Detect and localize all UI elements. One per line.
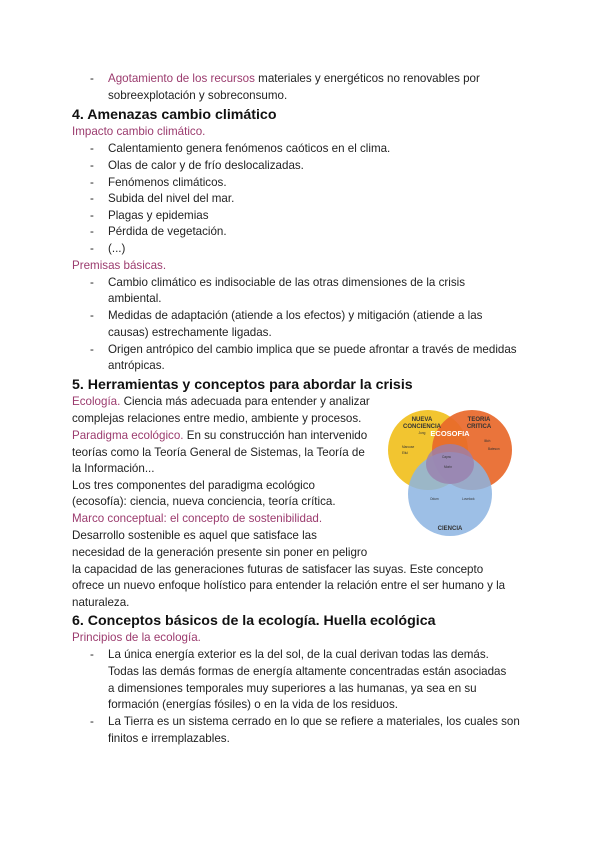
venn-name: Marcuse xyxy=(402,445,415,449)
section6-subtitle: Principios de la ecología. xyxy=(72,631,201,644)
impact-item: (...) xyxy=(108,242,126,255)
principio1-line2: Todas las demás formas de energía altamente concentradas están asociadas xyxy=(108,665,507,678)
desarrollo-line4: ofrece un nuevo enfoque holístico para entender la relación entre el ser humano y la xyxy=(72,579,506,592)
componentes-line1: Los tres componentes del paradigma ecológico xyxy=(72,479,315,492)
section6-title: 6. Conceptos básicos de la ecología. Huella ecológica xyxy=(72,613,436,629)
section4-subtitle-impacto: Impacto cambio climático. xyxy=(72,125,206,138)
intro-rest: materiales y energéticos no renovables por xyxy=(254,72,480,85)
venn-label-teoria: TEORIA xyxy=(467,417,491,423)
premisa-line: causas) estrechamente ligadas. xyxy=(108,326,272,339)
bullet-dash: - xyxy=(90,72,94,85)
venn-center-region xyxy=(426,444,474,484)
venn-name: Odum xyxy=(430,497,439,501)
venn-label-ciencia: CIENCIA xyxy=(437,526,463,532)
section5-title: 5. Herramientas y conceptos para abordar la crisis xyxy=(72,377,413,393)
ecologia-term: Ecología. xyxy=(72,395,121,408)
venn-name: Capra xyxy=(442,455,451,459)
intro-bullet-line1 xyxy=(108,71,526,88)
premisa-line: ambiental. xyxy=(108,292,162,305)
componentes-line2: (ecosofía): ciencia, nueva conciencia, teoría crítica. xyxy=(72,495,336,508)
bullet-dash: - xyxy=(90,309,94,322)
bullet-dash: - xyxy=(90,242,94,255)
venn-name: Jung xyxy=(418,431,426,435)
paradigma-def: En su construcción han intervenido xyxy=(183,429,368,442)
intro-bullet-line2: sobreexplotación y sobreconsumo. xyxy=(108,89,288,102)
premisa-line: Medidas de adaptación (atiende a los efectos) y mitigación (atiende a las xyxy=(108,309,483,322)
principio1-line1: La única energía exterior es la del sol, de la cual derivan todas las demás. xyxy=(108,648,489,661)
venn-label-conciencia: CONCIENCIA xyxy=(402,424,442,430)
intro-highlight: Agotamiento de los recursos xyxy=(108,72,255,85)
impact-item: Fenómenos climáticos. xyxy=(108,176,227,189)
section4-subtitle-premisas: Premisas básicas. xyxy=(72,259,167,272)
impact-item: Calentamiento genera fenómenos caóticos en el clima. xyxy=(108,142,391,155)
impact-item: Pérdida de vegetación. xyxy=(108,225,227,238)
bullet-dash: - xyxy=(90,225,94,238)
desarrollo-line2: necesidad de la generación presente sin poner en peligro xyxy=(72,546,368,559)
section4-title: 4. Amenazas cambio climático xyxy=(72,107,277,123)
bullet-dash: - xyxy=(90,176,94,189)
ecologia-def: Ciencia más adecuada para entender y analizar xyxy=(120,395,370,408)
bullet-dash: - xyxy=(90,142,94,155)
venn-name: Bateson xyxy=(488,447,500,451)
ecologia-line2: complejas relaciones entre medio, ambiente y procesos. xyxy=(72,412,362,425)
principio1-line4: formación (energías fósiles) o en la vida de los residuos. xyxy=(108,698,398,711)
venn-label-ecosofia: ECOSOFIA xyxy=(430,429,470,438)
principio1-line3: a dimensiones temporales muy superiores a las humanas, ya sea en su xyxy=(108,682,477,695)
venn-name: Ellul xyxy=(402,451,409,455)
paradigma-term: Paradigma ecológico. xyxy=(72,429,184,442)
impact-item: Subida del nivel del mar. xyxy=(108,192,235,205)
desarrollo-line3: la capacidad de las generaciones futuras de satisfacer las suyas. Este concepto xyxy=(72,563,484,576)
ecosofia-venn-diagram xyxy=(384,402,516,542)
desarrollo-line1: Desarrollo sostenible es aquel que satisface las xyxy=(72,529,317,542)
bullet-dash: - xyxy=(90,192,94,205)
premisa-line: Origen antrópico del cambio implica que se puede afrontar a través de medidas xyxy=(108,343,517,356)
paradigma-line3: la Información... xyxy=(72,462,155,475)
paradigma-line2: teorías como la Teoría General de Sistemas, la Teoría de xyxy=(72,446,365,459)
marco-conceptual: Marco conceptual: el concepto de sostenibilidad. xyxy=(72,512,323,525)
premisa-line: Cambio climático es indisociable de las otras dimensiones de la crisis xyxy=(108,276,465,289)
principio2-line2: finitos e irremplazables. xyxy=(108,732,230,745)
desarrollo-line5: naturaleza. xyxy=(72,596,130,609)
premisa-line: antrópicas. xyxy=(108,359,165,372)
impact-item: Olas de calor y de frío deslocalizadas. xyxy=(108,159,304,172)
bullet-dash: - xyxy=(90,343,94,356)
bullet-dash: - xyxy=(90,209,94,222)
paradigma-line1 xyxy=(72,428,377,445)
bullet-dash: - xyxy=(90,648,94,661)
impact-item: Plagas y epidemias xyxy=(108,209,209,222)
venn-name: Morin xyxy=(444,465,452,469)
bullet-dash: - xyxy=(90,276,94,289)
venn-name: Illich xyxy=(484,439,491,443)
ecologia-line1 xyxy=(72,394,377,411)
venn-label-nueva: NUEVA xyxy=(411,417,433,423)
bullet-dash: - xyxy=(90,715,94,728)
venn-label-critica: CRITICA xyxy=(466,424,492,430)
bullet-dash: - xyxy=(90,159,94,172)
venn-name: Lovelock xyxy=(462,497,475,501)
principio2-line1: La Tierra es un sistema cerrado en lo que se refiere a materiales, los cuales son xyxy=(108,715,520,728)
